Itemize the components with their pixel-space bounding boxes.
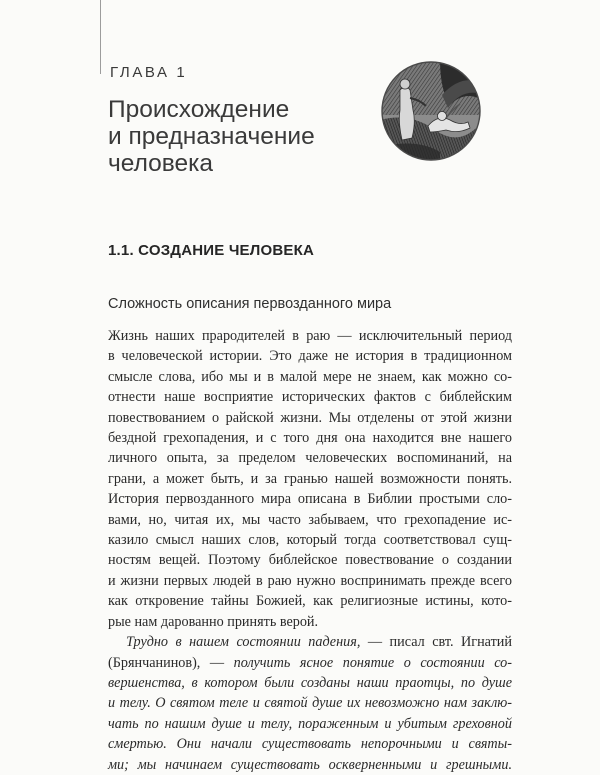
quote-italic: Трудно в нашем состоянии падения,	[126, 634, 361, 651]
chapter-title	[108, 96, 388, 177]
chapter-title-line: Происхождение	[108, 96, 290, 123]
text-line: вершенства, в котором были созданы наши праотцы, по душе	[108, 674, 512, 691]
text-line: как откровение тайны Божией, как религиозные истины, кото-	[108, 593, 512, 610]
text-line: ми; мы начинаем существовать оскверненными и грешными.	[108, 756, 512, 773]
text-line: рые нам дарованно принять верой.	[108, 613, 319, 630]
text-line: смысле слова, ибо мы и в малой мере не знаем, как можно со-	[108, 368, 512, 385]
section-heading: 1.1. СОЗДАНИЕ ЧЕЛОВЕКА	[108, 242, 314, 259]
text-line: личного опыта, за пределом человеческих воспоминаний, на	[108, 450, 512, 467]
text-line: бездной грехопадения, и с того дня она находится вне нашего	[108, 430, 512, 447]
text-line: отнести наше восприятие исторических фактов с библейским	[108, 389, 512, 406]
text-line: История первозданного мира описана в Библии простыми сло-	[108, 491, 512, 508]
text-line: грани, а может быть, и за гранью нашей возможности понять.	[108, 470, 512, 487]
text-line	[108, 653, 512, 673]
text-line: Жизнь наших прародителей в раю — исключительный период	[108, 328, 512, 344]
quote-attribution: (Брянчанинов), —	[108, 654, 234, 671]
quote-italic: получить ясное понятие о состоянии со-	[233, 654, 512, 671]
chapter-title-line: и предназначение	[108, 123, 315, 150]
text-line: ностям вещей. Поэтому библейское повествование о создании	[108, 552, 512, 569]
text-line: вами, но, читая их, мы часто забываем, что грехопадение ис-	[108, 511, 512, 528]
text-line	[108, 632, 512, 652]
text-line: казило смысл наших слов, который тогда соответствовал сущ-	[108, 532, 512, 549]
paragraph	[108, 326, 512, 632]
text-line: смертью. Они начали существовать непорочными и святы-	[108, 736, 512, 753]
chapter-label: ГЛАВА 1	[110, 64, 188, 81]
quote-attribution: — писал свт. Игнатий	[360, 634, 512, 651]
text-line: и телу. О святом теле и святой душе их невозможно нам заклю-	[108, 695, 512, 712]
subsection-heading: Сложность описания первозданного мира	[108, 296, 392, 312]
text-line: повествованием о райской жизни. Мы отделены от этой жизни	[108, 409, 512, 426]
body-text	[108, 326, 512, 775]
text-line: чать по нашим душе и телу, пораженным и убитым греховной	[108, 715, 512, 732]
text-line: и жизни первых людей в раю нужно воспринимать прежде всего	[108, 572, 512, 589]
text-line: в человеческой истории. Это даже не история в традиционном	[108, 348, 512, 365]
creation-engraving-medallion-icon	[380, 60, 482, 162]
quote-paragraph	[108, 632, 512, 775]
chapter-vertical-rule	[100, 0, 101, 74]
chapter-title-line: человека	[108, 150, 214, 177]
